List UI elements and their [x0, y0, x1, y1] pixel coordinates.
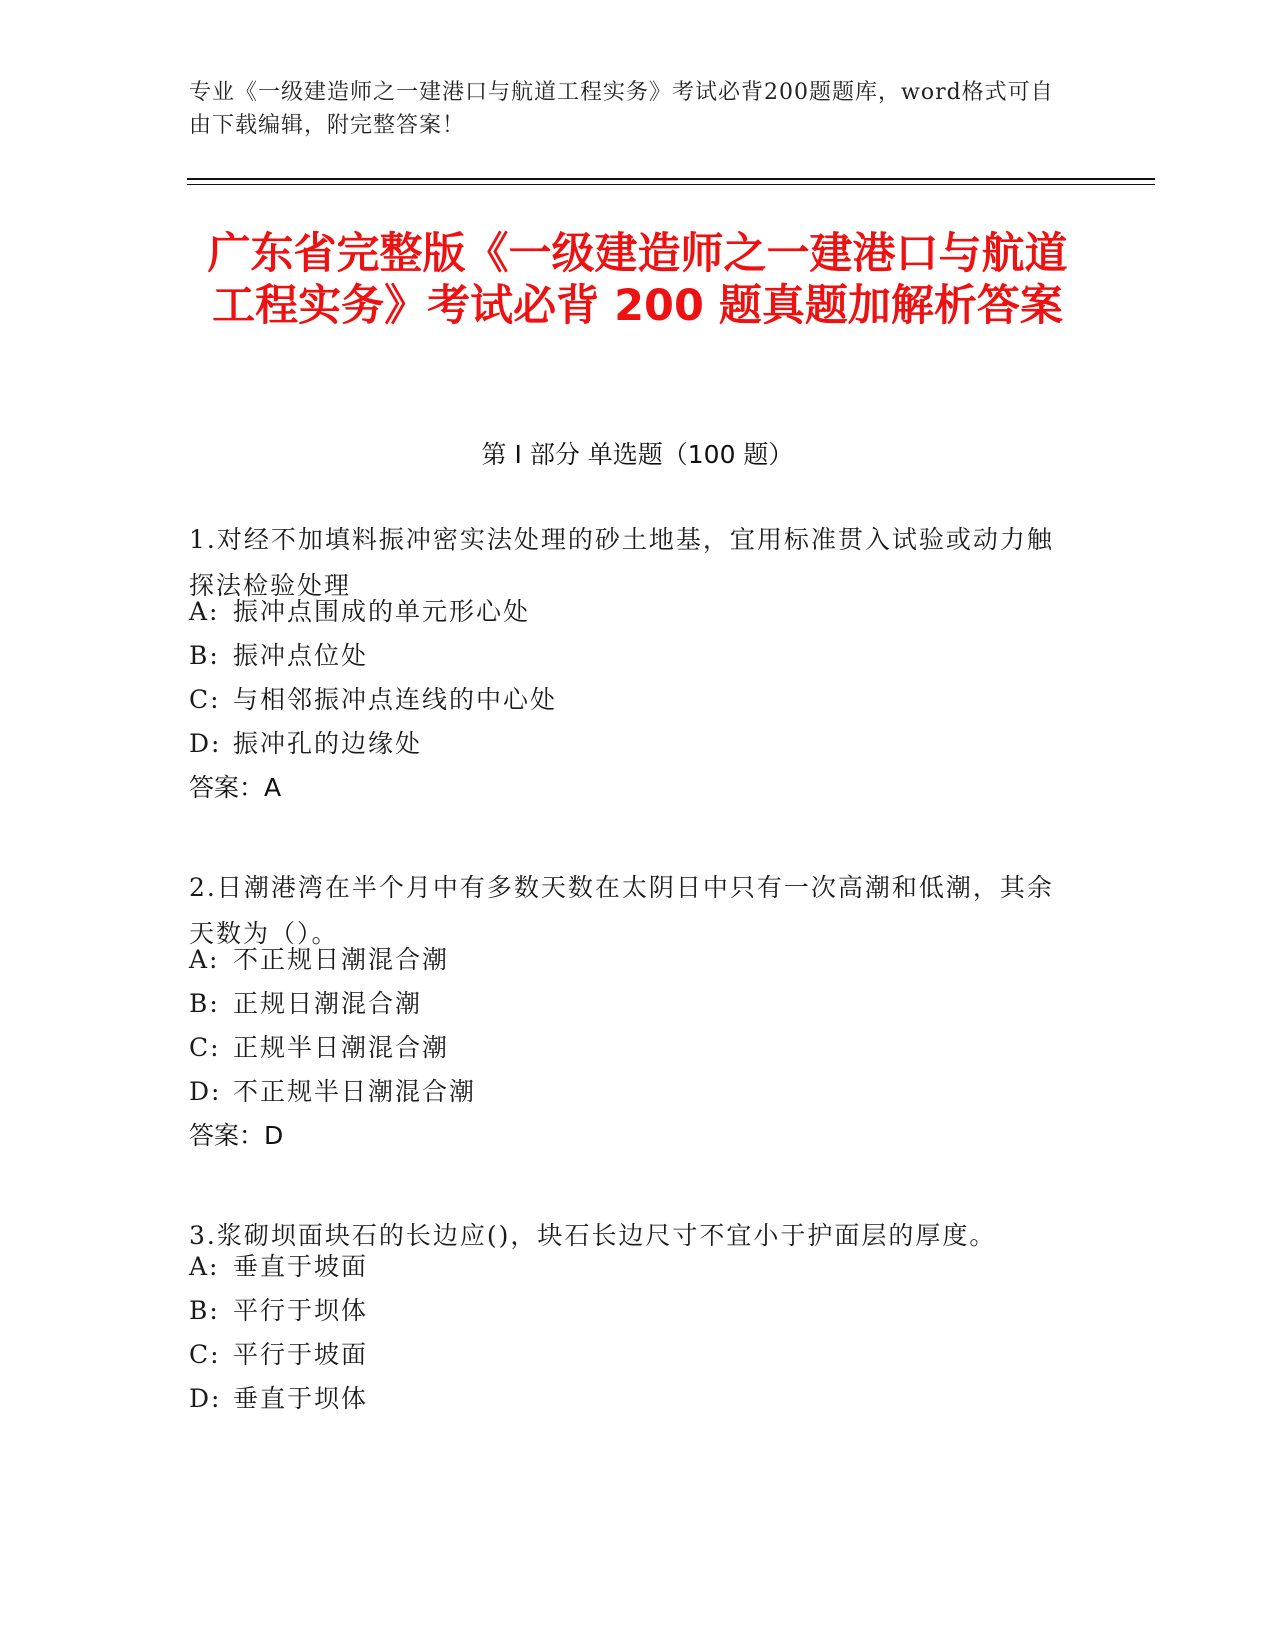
question-2-option-b — [189, 987, 422, 1021]
question-2-answer: 答案：D — [189, 1121, 284, 1150]
option-text: 振冲孔的边缘处 — [233, 729, 423, 758]
option-letter: D: — [189, 1384, 222, 1413]
option-letter: C: — [189, 1340, 221, 1369]
option-letter: A: — [189, 1252, 220, 1281]
option-letter: D: — [189, 1077, 222, 1106]
question-2-option-c — [189, 1031, 449, 1065]
question-3-option-d — [189, 1382, 368, 1416]
option-text: 平行于坡面 — [233, 1340, 369, 1369]
question-3-option-b — [189, 1294, 368, 1328]
question-1-option-a — [189, 595, 530, 629]
question-2-option-d — [189, 1075, 476, 1109]
document-title: 广东省完整版《一级建造师之一建港口与航道工程实务》考试必背 200 题真题加解析答案 — [207, 229, 1068, 331]
option-letter: B: — [189, 989, 220, 1018]
question-1-option-c — [189, 683, 557, 717]
option-letter: A: — [189, 945, 220, 974]
option-text: 振冲点位处 — [233, 641, 369, 670]
question-1-option-b — [189, 639, 368, 673]
option-text: 正规半日潮混合潮 — [233, 1033, 450, 1062]
option-text: 振冲点围成的单元形心处 — [233, 597, 531, 626]
option-text: 平行于坝体 — [233, 1296, 369, 1325]
section-title: 第 I 部分 单选题（100 题） — [481, 440, 794, 469]
header-rule-thin — [187, 184, 1155, 185]
question-1-option-d — [189, 727, 422, 761]
question-3-option-a — [189, 1250, 368, 1284]
question-2-text: 2.日潮港湾在半个月中有多数天数在太阴日中只有一次高潮和低潮，其余天数为（）。 — [189, 873, 1054, 948]
question-2-option-a — [189, 943, 449, 977]
option-letter: C: — [189, 1033, 221, 1062]
option-letter: B: — [189, 641, 220, 670]
question-1-answer: 答案：A — [189, 773, 282, 802]
option-text: 不正规半日潮混合潮 — [233, 1077, 477, 1106]
option-text: 不正规日潮混合潮 — [233, 945, 450, 974]
option-letter: C: — [189, 685, 221, 714]
question-3-text: 3.浆砌坝面块石的长边应()，块石长边尺寸不宜小于护面层的厚度。 — [189, 1221, 997, 1250]
option-letter: D: — [189, 729, 222, 758]
option-text: 正规日潮混合潮 — [233, 989, 423, 1018]
option-text: 与相邻振冲点连线的中心处 — [233, 685, 558, 714]
question-1-text: 1.对经不加填料振冲密实法处理的砂土地基，宜用标准贯入试验或动力触探法检验处理 — [189, 525, 1054, 600]
option-letter: A: — [189, 597, 220, 626]
header-rule-thick — [187, 178, 1155, 180]
question-3-option-c — [189, 1338, 368, 1372]
header-note: 专业《一级建造师之一建港口与航道工程实务》考试必背200题题库，word格式可自由下载编辑，附完整答案！ — [189, 80, 1054, 138]
option-text: 垂直于坡面 — [233, 1252, 369, 1281]
option-text: 垂直于坝体 — [233, 1384, 369, 1413]
option-letter: B: — [189, 1296, 220, 1325]
